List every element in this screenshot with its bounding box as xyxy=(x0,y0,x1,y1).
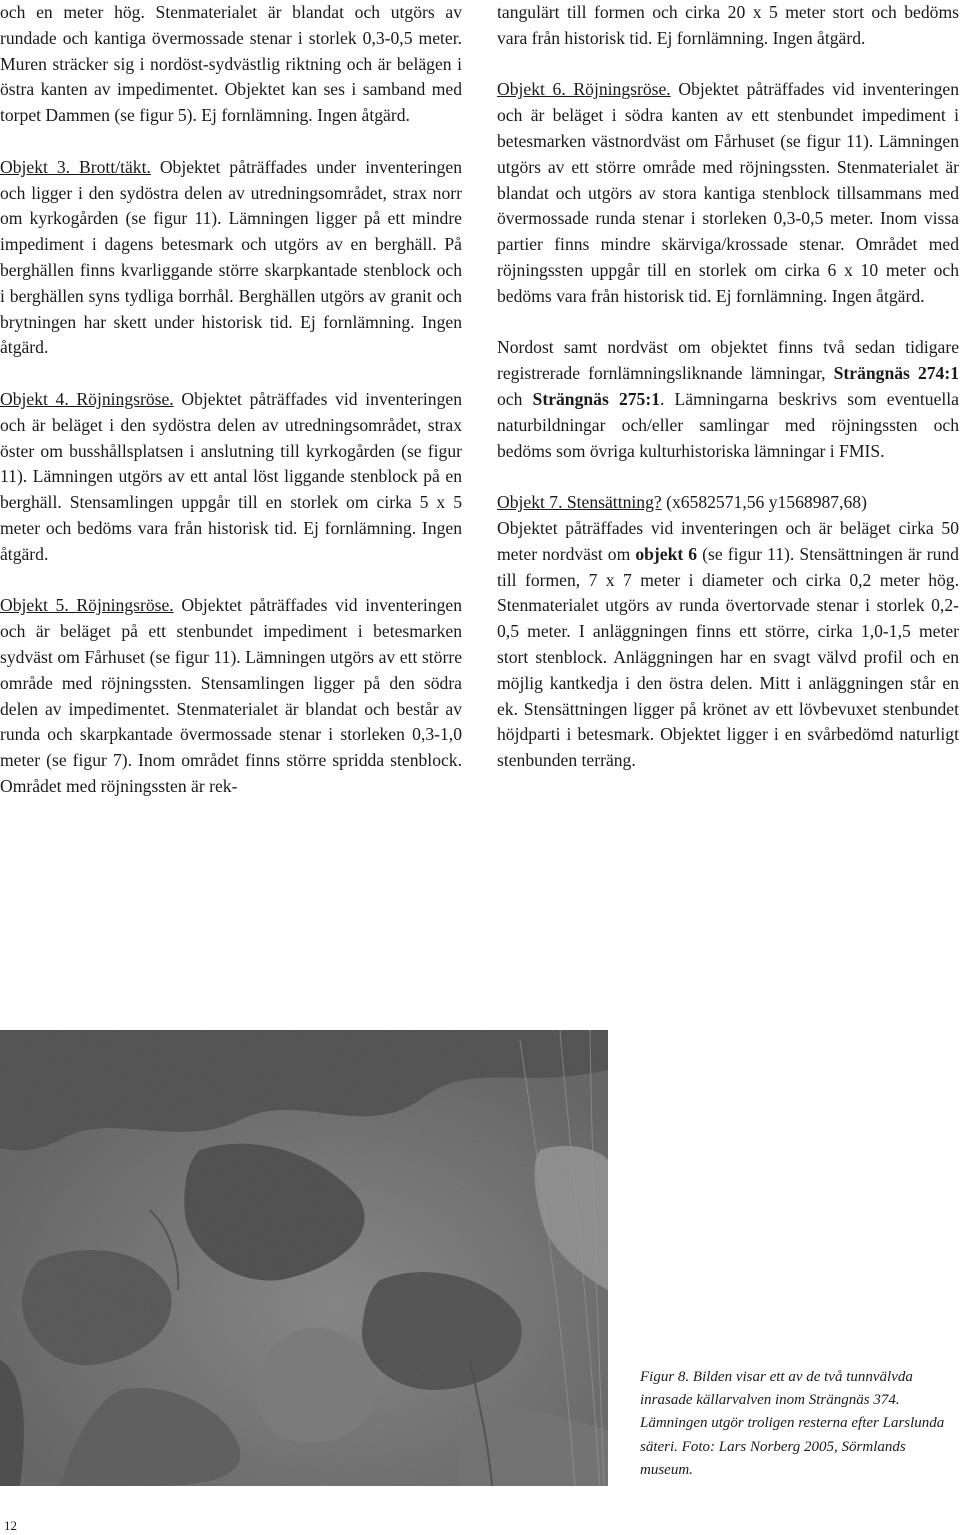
paragraph-nordost xyxy=(497,335,959,464)
text-nordost-a: Nordost samt nordväst om objektet finns två sedan tidigare registrerade fornlämningsliknande lämningar, xyxy=(497,337,959,384)
figure-photo xyxy=(0,1030,608,1486)
heading-objekt-4: Objekt 4. Röjningsröse. xyxy=(0,388,174,409)
text-objekt-7-b: (se figur 11). Stensättningen är rund till formen, 7 x 7 meter i diameter och cirka 0,2 meter hög. Stenmaterialet utgörs av runda övertorvade stenar i storlek 0,2-0,5 meter. I anläggningen finns ett större, cirka 1,0-1,5 meter stort stenblock. Anläggningen har en svagt välvd profil och en möjlig kantkedja i den östra delen. Mitt i anläggningen står en ek. Stensättningen ligger på krönet av ett lövbevuxet stenbundet höjdparti i betesmark. Objektet ligger i en svårbedömd naturligt stenbunden terräng. xyxy=(497,543,959,771)
paragraph-continued-right: tangulärt till formen och cirka 20 x 5 meter stort och bedöms vara från historisk tid. Ej fornlämning. Ingen åtgärd. xyxy=(497,2,959,48)
paragraph-objekt-7 xyxy=(497,490,959,774)
text-objekt-3: Objektet påträffades under inventeringen och ligger i den sydöstra delen av utredningsområdet, strax norr om kyrkogården (se figur 11). Lämningen ligger på ett mindre impediment i dagens betesmark och utgörs av en berghäll. På berghällen finns kvarliggande större skarpkantade stenblock och i berghällen syns tydliga borrhål. Berghällen utgörs av granit och brytningen har skett under historisk tid. Ej fornlämning. Ingen åtgärd. xyxy=(0,156,462,358)
text-objekt-4: Objektet påträffades vid inventeringen och är beläget i den sydöstra delen av utredningsområdet, strax öster om busshållsplatsen i anslutning till kyrkogården (se figur 11). Lämningen utgörs av ett antal löst liggande stenblock på en berghäll. Stensamlingen uppgår till en storlek om cirka 5 x 5 meter och bedöms vara från historisk tid. Ej fornlämning. Ingen åtgärd. xyxy=(0,388,462,564)
ref-objekt-6: objekt 6 xyxy=(635,543,698,564)
text-objekt-7-a: Objektet påträffades vid inventeringen och är beläget cirka 50 meter nordväst om xyxy=(497,517,959,564)
page-number: 12 xyxy=(4,1518,17,1533)
paragraph-objekt-3 xyxy=(0,155,462,361)
heading-objekt-3: Objekt 3. Brott/täkt. xyxy=(0,156,151,177)
heading-objekt-7: Objekt 7. Stensättning? xyxy=(497,492,662,513)
heading-objekt-6: Objekt 6. Röjningsröse. xyxy=(497,79,671,100)
left-column xyxy=(0,0,462,826)
paragraph-continued: och en meter hög. Stenmaterialet är blandat och utgörs av rundade och kantiga övermossade stenar i storlek 0,3-0,5 meter. Muren sträcker sig i nordöst-sydvästlig riktning och är belägen i östra kanten av impedimentet. Objektet kan ses i samband med torpet Dammen (se figur 5). Ej fornlämning. Ingen åtgärd. xyxy=(0,2,462,126)
text-objekt-6: Objektet påträffades vid inventeringen och är beläget i södra kanten av ett stenbundet impediment i betesmarken västnordväst om Fårhuset (se figur 11). Lämningen utgörs av ett större område med röjningssten. Stenmaterialet är blandat och utgörs av stora kantiga stenblock tillsammans med övermossade runda stenar i storleken 0,3-0,5 meter. Inom vissa partier finns mindre skärviga/krossade stenar. Området med röjningssten uppgår till en storlek om cirka 6 x 10 meter och bedöms vara från historisk tid. Ej fornlämning. Ingen åtgärd. xyxy=(497,79,959,306)
photo-rocks xyxy=(0,1030,608,1486)
site-ref-274: Strängnäs 274:1 xyxy=(833,363,959,384)
paragraph-objekt-6 xyxy=(497,77,959,309)
figure-caption: Figur 8. Bilden visar ett av de två tunnvälvda inrasade källarvalven inom Strängnäs 374. Lämningen utgör troligen resterna efter Larslunda säteri. Foto: Lars Norberg 2005, Sörmlands museum. xyxy=(640,1369,945,1478)
coords-objekt-7: (x6582571,56 y1568987,68) xyxy=(661,492,867,513)
text-nordost-d: . Lämningarna beskrivs som eventuella naturbildningar och/eller samlingar med röjningssten och bedöms som övriga kulturhistoriska lämningar i FMIS. xyxy=(497,388,959,461)
text-nordost-c: och xyxy=(497,388,533,409)
right-column xyxy=(497,0,959,800)
paragraph-objekt-4 xyxy=(0,387,462,568)
paragraph-objekt-5 xyxy=(0,593,462,799)
heading-objekt-5: Objekt 5. Röjningsröse. xyxy=(0,595,174,616)
text-objekt-5: Objektet påträffades vid inventeringen och är beläget på ett stenbundet impediment i betesmarken sydväst om Fårhuset (se figur 11). Lämningen utgörs av ett större område med röjningssten. Stensamlingen ligger på den södra delen av impedimentet. Stenmaterialet är blandat och består av runda och skarpkantade övermossade stenar i storleken 0,3-1,0 meter (se figur 7). Inom området finns större spridda stenblock. Området med röjningssten är rek- xyxy=(0,595,462,796)
site-ref-275: Strängnäs 275:1 xyxy=(532,388,660,409)
